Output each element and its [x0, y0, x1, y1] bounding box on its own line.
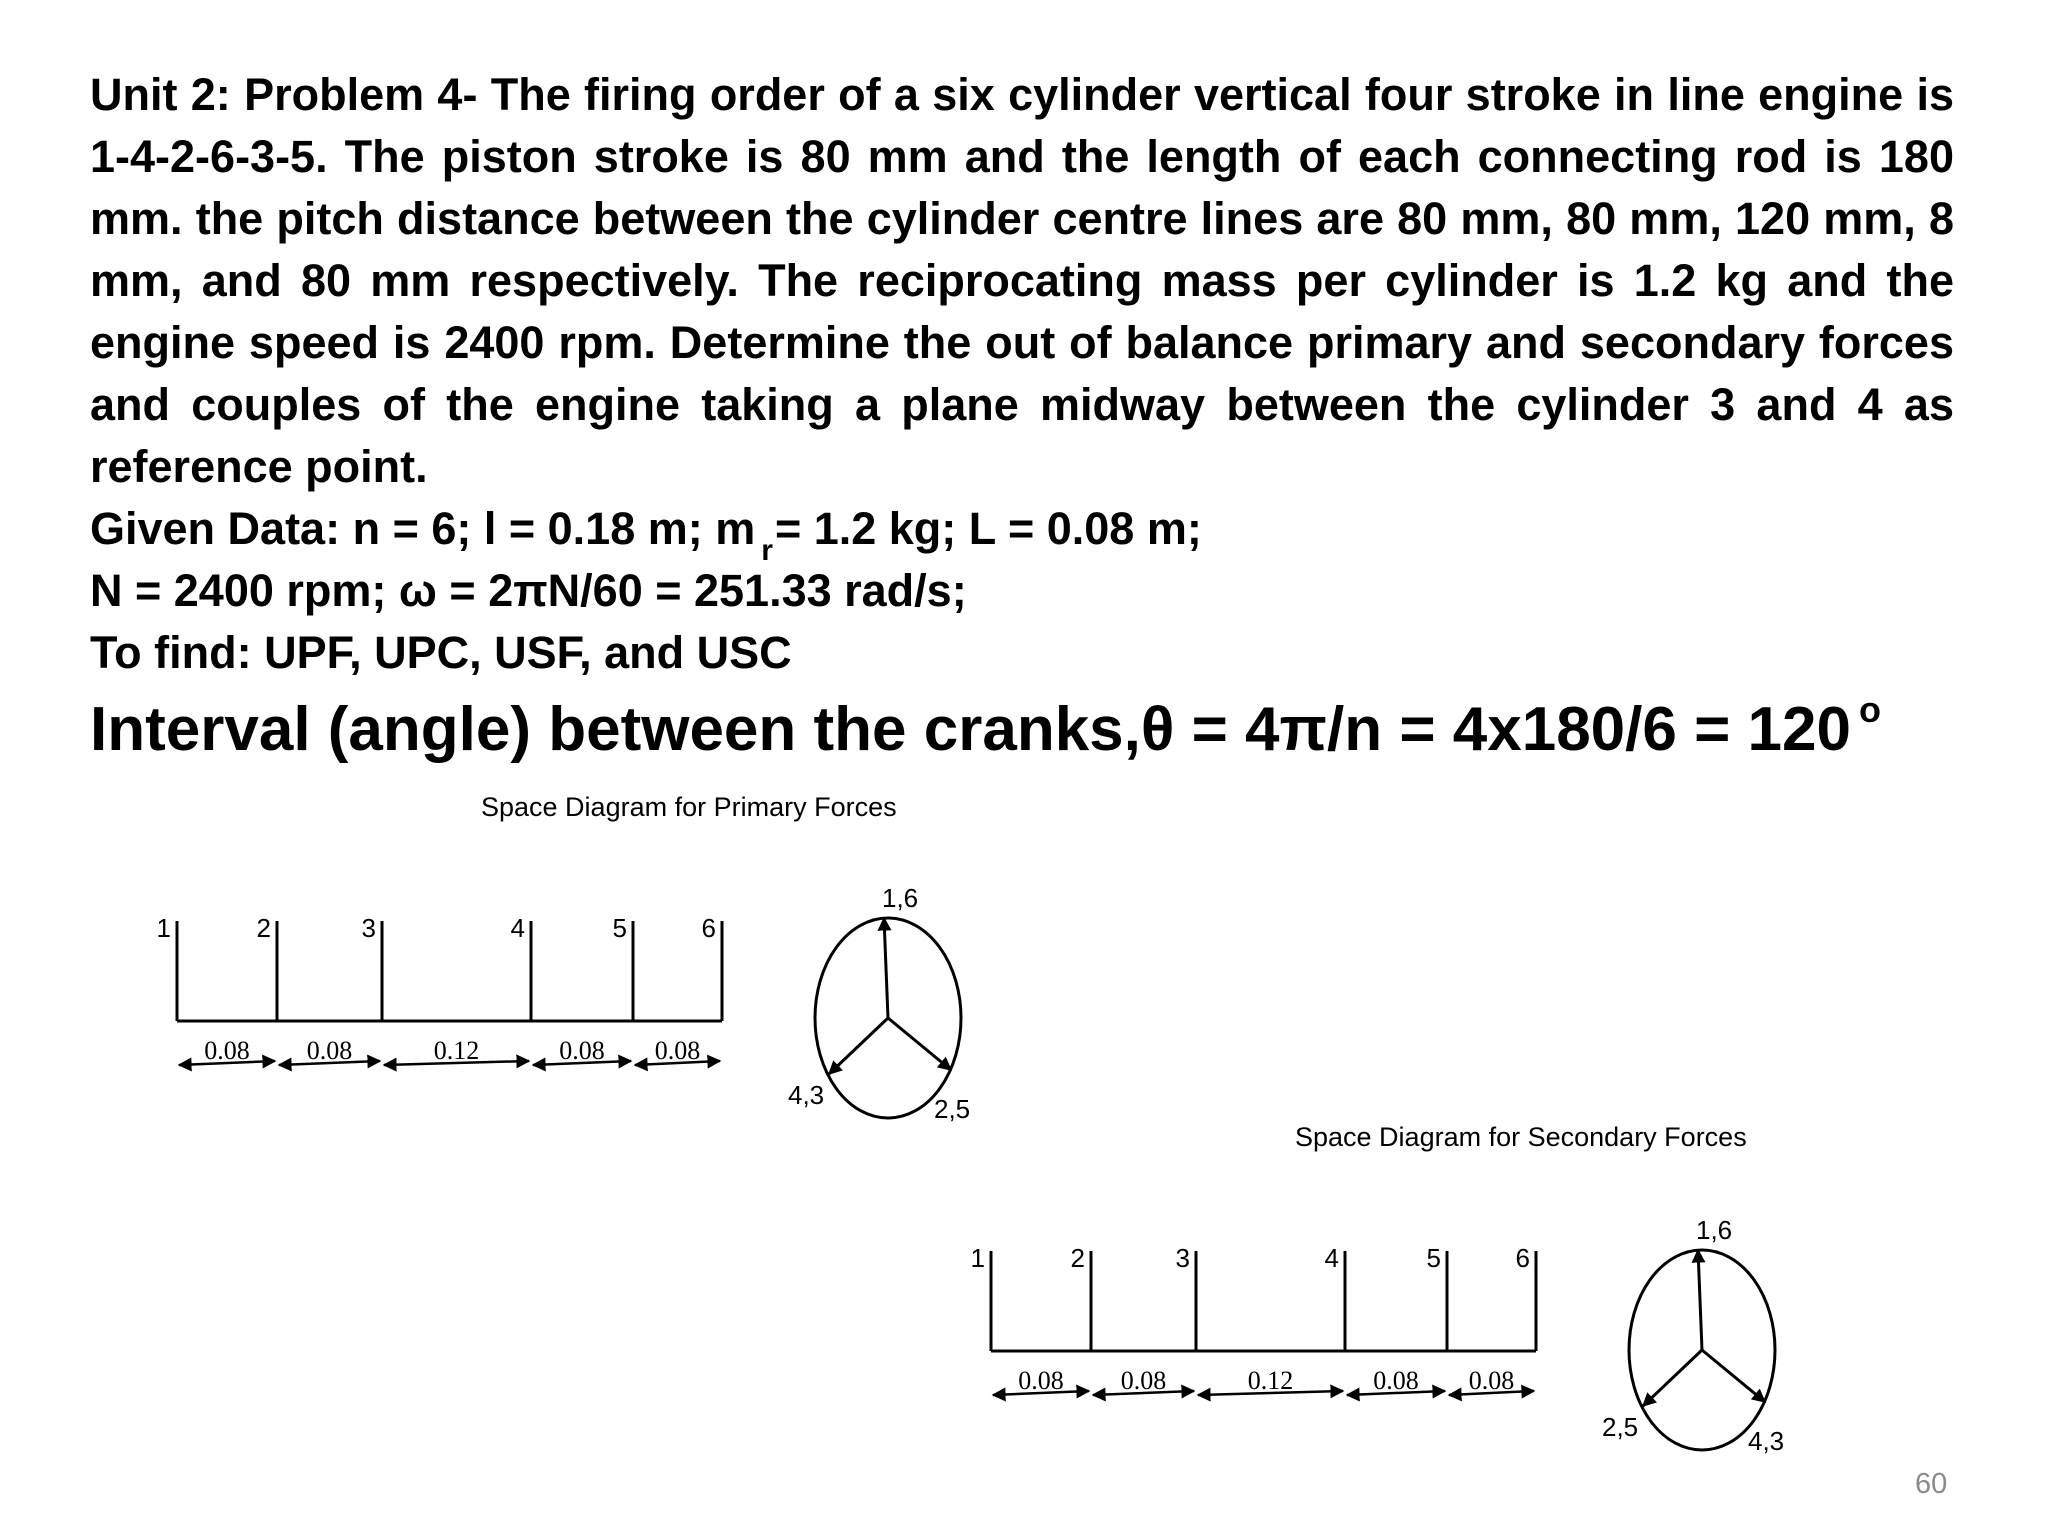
- crank-arrow-left: [1643, 1350, 1702, 1406]
- pitch-label-5: 0.08: [1468, 1366, 1515, 1395]
- cylinder-label-4: 4: [510, 913, 525, 943]
- cylinder-label-1: 1: [156, 913, 171, 943]
- cylinder-label-3: 3: [361, 913, 376, 943]
- degree-symbol: o: [1858, 689, 1881, 730]
- pitch-label-3: 0.12: [1247, 1366, 1294, 1395]
- given-line-2: N = 2400 rpm; ω = 2πN/60 = 251.33 rad/s;: [90, 565, 967, 616]
- crank-arrow-left: [829, 1018, 888, 1074]
- crank-arrow-top: [1698, 1250, 1702, 1350]
- crank-label-top: 1,6: [1696, 1215, 1733, 1245]
- primary-diagram-caption: Space Diagram for Primary Forces: [481, 792, 897, 822]
- cylinder-label-1: 1: [970, 1243, 985, 1273]
- secondary-crank-polygon: [1602, 1215, 1784, 1456]
- secondary-diagram-caption: Space Diagram for Secondary Forces: [1295, 1122, 1747, 1152]
- pitch-label-3: 0.12: [433, 1036, 480, 1065]
- primary-space-diagram: [157, 913, 722, 1065]
- primary-crank-polygon: [788, 883, 970, 1124]
- pitch-label-1: 0.08: [1018, 1366, 1064, 1395]
- pitch-label-2: 0.08: [306, 1036, 353, 1065]
- crank-label-right: 4,3: [1748, 1426, 1785, 1456]
- subscript-r: r: [761, 534, 773, 567]
- cylinder-label-3: 3: [1175, 1243, 1190, 1273]
- given-line-3: To find: UPF, UPC, USF, and USC: [90, 627, 792, 678]
- cylinder-label-2: 2: [256, 913, 271, 943]
- secondary-space-diagram: [971, 1243, 1536, 1395]
- crank-label-right: 2,5: [934, 1094, 971, 1124]
- pitch-label-4: 0.08: [559, 1036, 605, 1065]
- page-number: 60: [1915, 1468, 1948, 1500]
- crank-label-left: 4,3: [788, 1080, 825, 1110]
- crank-arrow-right: [888, 1018, 951, 1070]
- pitch-label-4: 0.08: [1373, 1366, 1419, 1395]
- cylinder-label-4: 4: [1324, 1243, 1339, 1273]
- cylinder-label-6: 6: [701, 913, 716, 943]
- pitch-label-1: 0.08: [204, 1036, 250, 1065]
- cylinder-label-5: 5: [612, 913, 627, 943]
- given-line-1-end: = 1.2 kg; L = 0.08 m;: [774, 503, 1202, 554]
- cylinder-label-6: 6: [1515, 1243, 1530, 1273]
- crank-arrow-right: [1702, 1350, 1765, 1402]
- given-line-1-start: Given Data: n = 6; l = 0.18 m; m: [90, 503, 756, 554]
- pitch-label-5: 0.08: [654, 1036, 701, 1065]
- pitch-label-2: 0.08: [1120, 1366, 1167, 1395]
- crank-label-left: 2,5: [1602, 1412, 1639, 1442]
- cylinder-label-5: 5: [1426, 1243, 1441, 1273]
- cylinder-label-2: 2: [1070, 1243, 1085, 1273]
- crank-arrow-top: [884, 918, 888, 1018]
- problem-statement: Unit 2: Problem 4- The firing order of a six cylinder vertical four stroke in line engine is 1-4-2-6-3-5. The piston stroke is 80 mm and the length of each connecting rod is 180 mm. the pitch distance between the cylinder centre lines are 80 mm, 80 mm, 120 mm, 8 mm, and 80 mm respectively. The reciprocating mass per cylinder is 1.2 kg and the engine speed is 2400 rpm. Determine the out of balance primary and secondary forces and couples of the engine taking a plane midway between the cylinder 3 and 4 as reference point.: [90, 69, 1954, 492]
- interval-text: Interval (angle) between the cranks,θ = 4π/n = 4x180/6 = 120: [90, 695, 1851, 764]
- crank-label-top: 1,6: [882, 883, 919, 913]
